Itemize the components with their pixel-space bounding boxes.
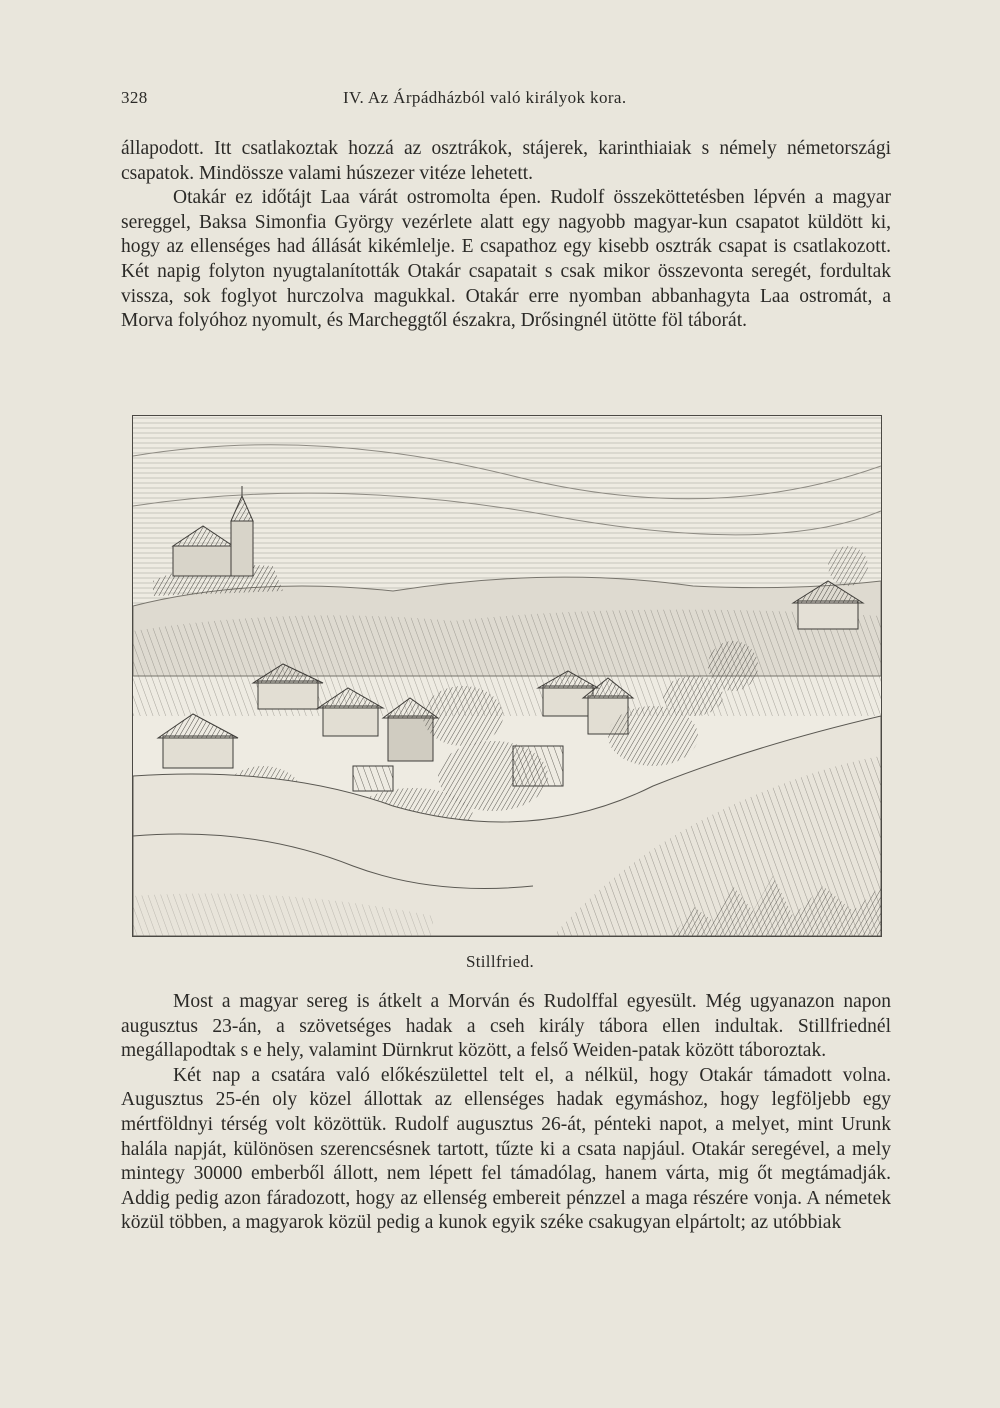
paragraph: Otakár ez időtájt Laa várát ostromolta épen. Rudolf összeköttetésben lépvén a magyar sereggel, Baksa Simonfia György vezérlete alatt egy nagyobb magyar-kun csapatot küldött ki, hogy az ellenséges had állását kikémlelje. E csapathoz egy kisebb osztrák csapat is csatlakozott. Két napig folyton nyugtalanították Otakár csapatait s csak mikor összevonta seregét, fordultak vissza, sok foglyot hurczolva magukkal. Otakár erre nyomban abbanhagyta Laa ostromát, a Morva folyóhoz nyomult, és Marcheggtől északra, Drősingnél ütötte föl táborát. xyxy=(121,187,891,332)
paragraph: Most a magyar sereg is átkelt a Morván és Rudolffal egyesült. Még ugyanazon napon augusztus 23-án, a szövetséges hadak a cseh király tábora ellen indultak. Stillfriednél megállapodtak s e hely, valamint Dürnkrut között, a felső Weiden-patak között táboroztak. xyxy=(121,991,891,1062)
text-block-bottom xyxy=(121,990,891,1236)
running-header xyxy=(121,88,891,112)
page-number: 328 xyxy=(121,88,148,107)
text-block-top xyxy=(121,137,891,334)
paragraph: állapodott. Itt csatlakoztak hozzá az osztrákok, stájerek, karinthiaiak s némely németországi csapatok. Mindössze valami húszezer vitéze lehetett. xyxy=(121,138,891,184)
running-title: IV. Az Árpádházból való királyok kora. xyxy=(343,88,627,107)
engraving-illustration xyxy=(132,415,882,937)
paragraph: Két nap a csatára való előkészülettel telt el, a nélkül, hogy Otakár támadott volna. Augusztus 25-én oly közel állottak az ellenséges hadak egymáshoz, hogy legföljebb egy mértföldnyi térség volt közöttük. Rudolf augusztus 26-át, pénteki napot, a melyet, mint Urunk halála napját, különösen szerencsésnek tartott, tűzte ki a csata napjául. Otakár seregével, a mely mintegy 30000 emberből állott, nem lépett fel támadólag, hanem várta, mig őt megtámadják. Addig pedig azon fáradozott, hogy az ellenség embereit pénzzel a maga részére vonja. A németek közül többen, a magyarok közül pedig a kunok egyik széke csakugyan elpártolt; az utóbbiak xyxy=(121,1064,891,1234)
figure-caption: Stillfried. xyxy=(466,952,534,971)
